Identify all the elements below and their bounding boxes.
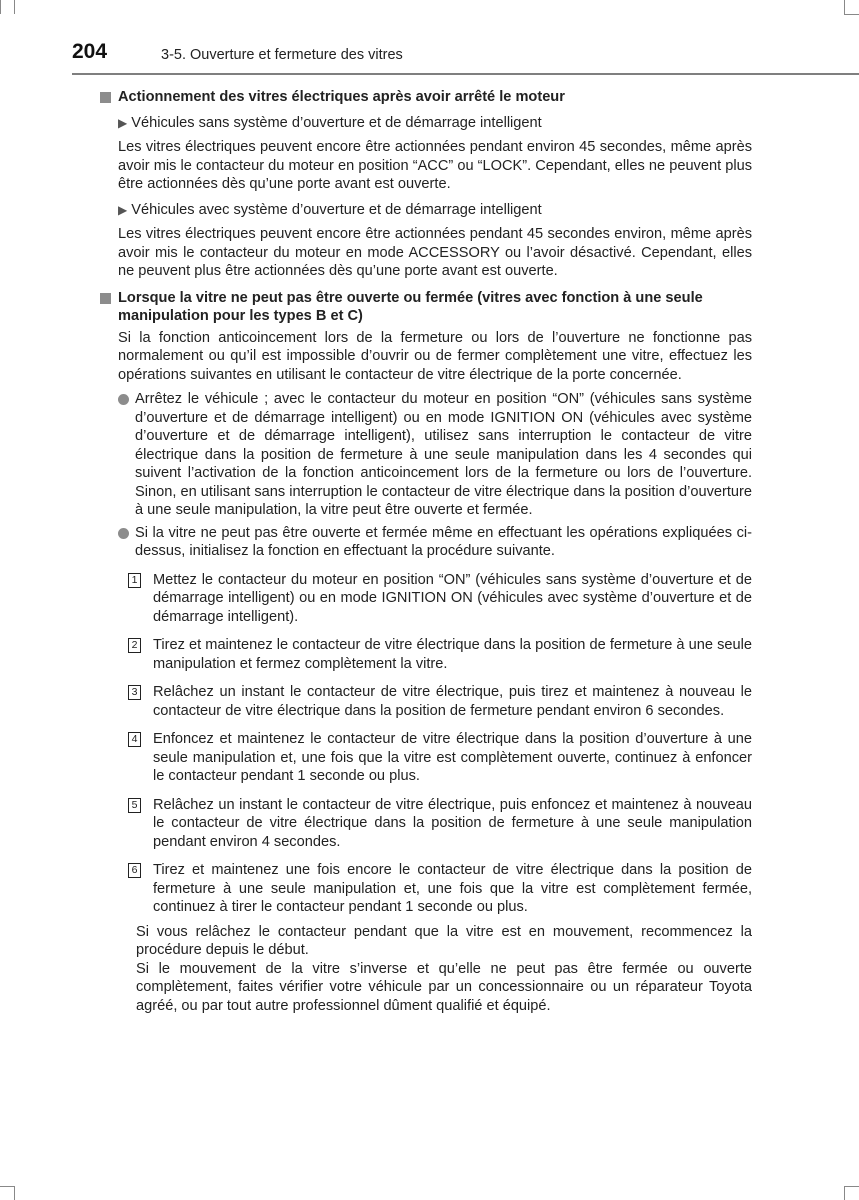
paragraph: Les vitres électriques peuvent encore être actionnées pendant 45 secondes environ, même après avoir mis le contacteur du moteur en mode ACCESSORY ou l’avoir désactivé. Cependant, elles ne peuvent plus être actionnées dès qu’une porte avant est ouverte. — [118, 226, 752, 279]
step-item — [100, 861, 752, 917]
circle-bullet-icon — [118, 528, 129, 539]
step-number: 6 — [128, 863, 141, 878]
circle-bullet-icon — [118, 394, 129, 405]
crop-mark — [0, 1186, 14, 1187]
page-number: 204 — [72, 40, 108, 63]
sub-heading-text: Véhicules sans système d’ouverture et de démarrage intelligent — [131, 114, 542, 131]
page-content — [100, 86, 752, 1015]
step-text: Relâchez un instant le contacteur de vitre électrique, puis enfoncez et maintenez à nouveau le contacteur de vitre électrique dans la position de fermeture à une seule manipulation pendant environ 4 secondes. — [153, 796, 752, 850]
square-bullet-icon — [100, 92, 111, 103]
step-text: Tirez et maintenez le contacteur de vitre électrique dans la position de fermeture à une seule manipulation et fermez complètement la vitre. — [153, 637, 752, 672]
header-rule — [72, 73, 859, 75]
crop-mark — [844, 14, 859, 15]
crop-mark — [0, 0, 1, 14]
crop-mark — [844, 1186, 845, 1200]
step-item — [100, 730, 752, 786]
section-heading-text: Lorsque la vitre ne peut pas être ouverte ou fermée (vitres avec fonction à une seule manipulation pour les types B et C) — [118, 289, 703, 324]
step-number: 3 — [128, 685, 141, 700]
section-heading-text: Actionnement des vitres électriques après avoir arrêté le moteur — [118, 89, 565, 105]
paragraph: Les vitres électriques peuvent encore être actionnées pendant environ 45 secondes, même après avoir mis le contacteur du moteur en position “ACC” ou “LOCK”. Cependant, elles ne peuvent plus être actionnées dès qu’une porte avant est ouverte. — [118, 139, 752, 192]
step-item — [100, 636, 752, 673]
crop-mark — [14, 0, 15, 14]
triangle-right-icon: ▶ — [118, 202, 128, 217]
sub-heading — [118, 114, 752, 133]
step-item — [100, 571, 752, 627]
step-text: Relâchez un instant le contacteur de vitre électrique, puis tirez et maintenez à nouveau le contacteur de vitre électrique dans la position de fermeture pendant environ 6 secondes. — [153, 684, 752, 719]
note-paragraph: Si le mouvement de la vitre s’inverse et qu’elle ne peut pas être fermée ou ouverte complètement, faites vérifier votre véhicule par un concessionnaire ou un réparateur Toyota agréé, ou par tout autre professionnel dûment qualifié et équipé. — [136, 960, 752, 1014]
step-text: Mettez le contacteur du moteur en position “ON” (véhicules sans système d’ouverture et de démarrage intelligent) ou en mode IGNITION ON (véhicules avec système d’ouverture et de démarrage intelligent). — [153, 571, 752, 625]
note-paragraph: Si vous relâchez le contacteur pendant que la vitre est en mouvement, recommencez la procédure depuis le début. — [136, 923, 752, 958]
step-number: 4 — [128, 732, 141, 747]
step-item — [100, 683, 752, 720]
list-item-text: Si la vitre ne peut pas être ouverte et fermée même en effectuant les opérations expliquées ci-dessus, initialisez la fonction en effectuant la procédure suivante. — [135, 524, 752, 559]
sub-heading — [118, 201, 752, 220]
square-bullet-icon — [100, 293, 111, 304]
list-item — [100, 524, 752, 561]
section-heading — [100, 88, 752, 107]
triangle-right-icon: ▶ — [118, 115, 128, 130]
list-item-text: Arrêtez le véhicule ; avec le contacteur du moteur en position “ON” (véhicules sans système d’ouverture et de démarrage intelligent) ou en mode IGNITION ON (véhicules avec système d’ouverture et de démarrage intelligent), utilisez sans interruption le contacteur de vitre électrique dans la position de fermeture à une seule manipulation dans les 4 secondes qui suivent l’activation de la fonction anticoincement lors de la fermeture ou lors de l’ouverture. Sinon, en utilisant sans interruption le contacteur de vitre électrique dans la position d’ouverture à une seule manipulation, la vitre peut être ouverte et fermée. — [135, 391, 752, 518]
step-text: Enfoncez et maintenez le contacteur de vitre électrique dans la position d’ouverture à une seule manipulation et, une fois que la vitre est complètement ouverte, continuez à enfoncer le contacteur pendant 1 seconde ou plus. — [153, 731, 752, 784]
crop-mark — [844, 0, 845, 14]
sub-heading-text: Véhicules avec système d’ouverture et de démarrage intelligent — [131, 201, 542, 218]
step-number: 1 — [128, 573, 141, 588]
crop-mark — [14, 1186, 15, 1200]
paragraph: Si la fonction anticoincement lors de la fermeture ou lors de l’ouverture ne fonctionne pas normalement ou qu’il est impossible d’ouvrir ou de fermer complètement une vitre, effectuez les opérations suivantes en utilisant le contacteur de vitre électrique de la porte concernée. — [118, 329, 752, 383]
step-number: 2 — [128, 638, 141, 653]
step-number: 5 — [128, 798, 141, 813]
list-item — [100, 390, 752, 520]
section-title: 3-5. Ouverture et fermeture des vitres — [161, 47, 403, 63]
step-text: Tirez et maintenez une fois encore le contacteur de vitre électrique dans la position de fermeture à une seule manipulation et, une fois que la vitre est complètement fermée, continuez à tirer le contacteur pendant 1 seconde ou plus. — [153, 862, 752, 915]
section-heading — [100, 289, 752, 326]
crop-mark — [845, 1186, 859, 1187]
step-item — [100, 796, 752, 852]
